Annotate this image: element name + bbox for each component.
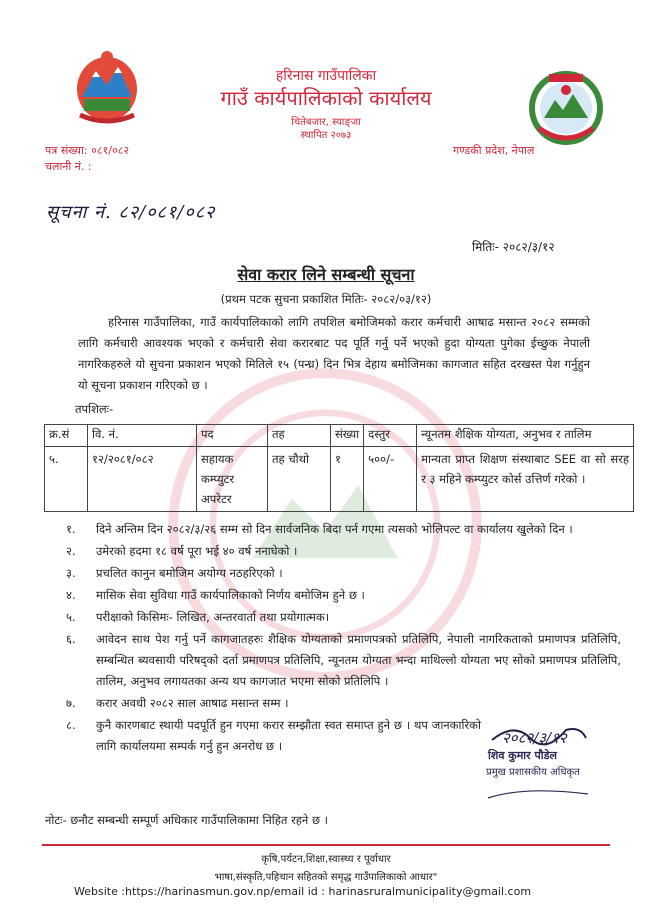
col-header-level: तह	[268, 425, 331, 447]
footer-divider	[42, 844, 610, 846]
item-text: आवेदन साथ पेश गर्नु पर्ने कागजातहरुः शैक्षिक योग्यताको प्रमाणपत्रको प्रतिलिपि, नेपाली नागरिकताको प्रमाणपत्र प्रतिलिपि, सम्बन्धित ब्यवसायी परिषद्को दर्ता प्रमाणपत्र प्रतिलिपि, न्यूनतम योग्यता भन्दा माथिल्लो योग्यता भए सोको प्रमाणपत्र प्रतिलिपि, तालिम, अनुभव लगायतका अन्य थप कागजात भएमा सोको प्रतिलिपि ।	[96, 632, 621, 688]
signatory-role: प्रमुख प्रशासकीय अधिकृत	[486, 767, 580, 778]
item-text: परीक्षाको किसिमः- लिखित, अन्तरवार्ता तथा प्रयोगात्मक।	[96, 610, 330, 624]
signatory-name: शिव कुमार पौडेल	[488, 749, 557, 762]
cell-fee: ५००/-	[364, 447, 417, 512]
item-text: कुनै कारणबाट स्थायी पदपूर्ति हुन गएमा करार सम्झौता स्वत समाप्त हुने छ । थप जानकारिको लागि कार्यालयमा सम्पर्क गर्नु हुन अनरोध छ ।	[96, 718, 481, 753]
vacancy-table	[44, 424, 634, 512]
item-text: करार अवधी २०८२ साल आषाढ मसान्त सम्म ।	[96, 696, 289, 710]
footer-slogan-1: कृषि,पर्यटन,शिक्षा,स्वास्थ्य र पूर्वाधार	[261, 854, 391, 865]
footer-contact: Website :https://harinasmun.gov.np/email id : harinasruralmunicipality@gmail.com	[74, 885, 532, 898]
list-item	[66, 519, 621, 540]
item-number: २.	[66, 544, 76, 558]
notice-title: सेवा करार लिने सम्बन्धी सूचना	[237, 265, 415, 284]
list-item	[66, 541, 621, 562]
item-number: ३.	[66, 566, 76, 580]
notice-body: हरिनास गाउँपालिका, गाउँ कार्यपालिकाको लागि तपशिल बमोजिमको करार कर्मचारी आषाढ मसान्त २०८२ सम्मको लागि कर्मचारी आवश्यक भएको र कर्मचारी सेवा करारबाट पद पूर्ति गर्नु पर्ने भएको हुदा योग्यता पुगेका ईच्छुक नेपाली नागरिकहरुले यो सुचना प्रकाशन भएको मितिले १५ (पन्ध्र) दिन भित्र देहाय बमोजिमका कागजात सहित दरखस्त पेश गर्नुहुन यो सूचना प्रकाशन गरिएको छ ।	[78, 315, 590, 392]
details-heading: तपशिलः-	[75, 402, 114, 416]
item-number: १.	[66, 522, 76, 536]
established-year: स्थापित २०७३	[300, 130, 352, 141]
office-name: गाउँ कार्यपालिकाको कार्यालय	[220, 86, 432, 110]
cell-post: सहायक कम्प्युटर अपरेटर	[197, 447, 268, 512]
notice-note: नोटः- छनौट सम्बन्धी सम्पूर्ण अधिकार गाउँपालिकामा निहित रहने छ ।	[45, 813, 329, 827]
col-header-post: पद	[197, 425, 268, 447]
col-header-count: संख्या	[331, 425, 364, 447]
signature-date: २०८२/३/१२	[502, 729, 567, 747]
cell-level: तह चौथो	[268, 447, 331, 512]
list-item	[66, 563, 621, 584]
cell-sn: ५.	[45, 447, 88, 512]
item-number: ६.	[66, 632, 76, 646]
table-row	[45, 447, 634, 512]
table-header-row	[45, 425, 634, 447]
col-header-sn: क्र.सं	[45, 425, 88, 447]
col-header-ad-no: वि. नं.	[88, 425, 197, 447]
list-item	[66, 607, 621, 628]
notice-date: मितिः- २०८२/३/१२	[472, 240, 555, 254]
item-text: मासिक सेवा सुविधा गाउँ कार्यपालिकाको निर्णय बमोजिम हुने छ ।	[96, 588, 365, 602]
municipality-name: हरिनास गाउँपालिका	[275, 68, 377, 84]
handwritten-notice-number: सूचना नं. ८२/०८१/०८२	[46, 202, 216, 223]
cell-qualification: मान्यता प्राप्त शिक्षण संस्थाबाट SEE वा सो सरह र ३ महिने कम्प्युटर कोर्स उत्तिर्ण गरेको ।	[417, 447, 634, 512]
col-header-qualification: न्यूनतम शैक्षिक योग्यता, अनुभव र तालिम	[417, 425, 634, 447]
item-number: ७.	[66, 696, 76, 710]
item-number: ५.	[66, 610, 76, 624]
office-address: चितेबजार, स्याङ्जा	[291, 117, 361, 128]
list-item	[66, 585, 621, 606]
list-item	[66, 629, 621, 692]
province-name: गण्डकी प्रदेश, नेपाल	[453, 144, 535, 157]
notice-subtitle: (प्रथम पटक सुचना प्रकाशित मितिः- २०८२/०३/१२)	[220, 292, 432, 306]
item-text: दिने अन्तिम दिन २०८२/३/२६ सम्म सो दिन सार्वजनिक बिदा पर्न गएमा त्यसको भोलिपल्ट वा कार्यालय खुलेको दिन ।	[96, 522, 573, 536]
item-number: ४.	[66, 588, 76, 602]
list-item	[66, 693, 621, 714]
item-number: ८.	[66, 718, 76, 732]
item-text: प्रचलित कानुन बमोजिम अयोग्य नठहरिएको ।	[96, 566, 283, 580]
footer-slogan-2: भाषा,संस्कृति,पहिचान सहितको समृद्ध गाउँपालिकाको आधार"	[214, 872, 438, 883]
col-header-fee: दस्तुर	[364, 425, 417, 447]
letter-ref-number: पत्र संख्या: ०८१/०८२	[45, 144, 130, 157]
dispatch-number: चलानी नं. :	[45, 160, 92, 173]
cell-ad-no: १२/२०८१/०८२	[88, 447, 197, 512]
cell-count: १	[331, 447, 364, 512]
item-text: उमेरको हदमा १८ वर्ष पूरा भई ४० वर्ष ननाघेको ।	[96, 544, 298, 558]
